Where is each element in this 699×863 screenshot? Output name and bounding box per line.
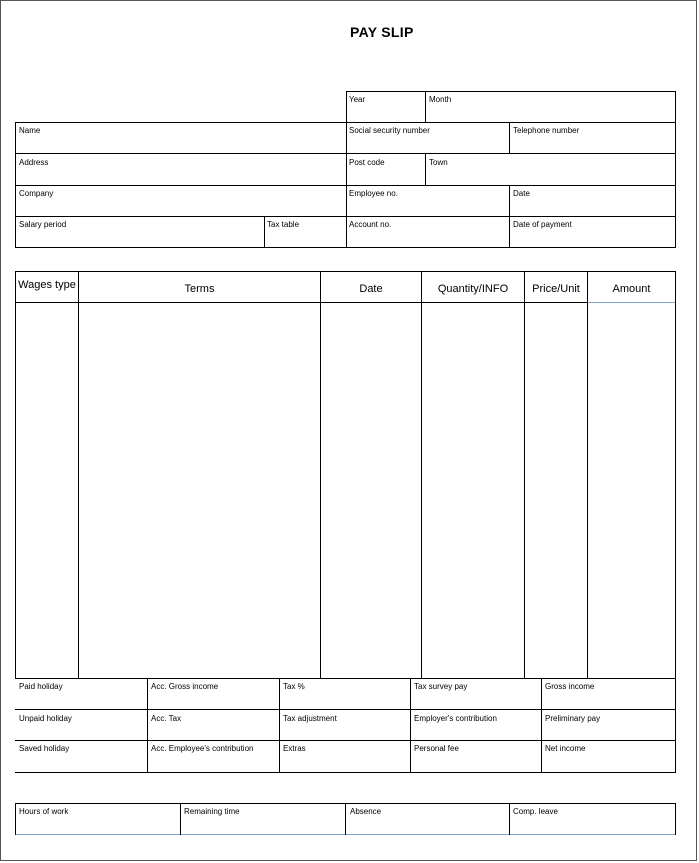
gross-income-label: Gross income — [545, 682, 595, 691]
salary-period-label: Salary period — [19, 220, 67, 229]
page-title: PAY SLIP — [350, 24, 414, 40]
date-label: Date — [513, 189, 530, 198]
name-label: Name — [19, 126, 41, 135]
social-security-number-label: Social security number — [349, 126, 430, 135]
employee-no-label: Employee no. — [349, 189, 398, 198]
col-header-quantity-info: Quantity/INFO — [437, 283, 509, 295]
unpaid-holiday-label: Unpaid holiday — [19, 714, 72, 723]
address-label: Address — [19, 158, 49, 167]
remaining-time-label: Remaining time — [184, 807, 240, 816]
comp-leave-label: Comp. leave — [513, 807, 558, 816]
post-code-label: Post code — [349, 158, 385, 167]
town-label: Town — [429, 158, 448, 167]
tax-percent-label: Tax % — [283, 682, 305, 691]
company-label: Company — [19, 189, 54, 198]
saved-holiday-label: Saved holiday — [19, 744, 70, 753]
hours-of-work-label: Hours of work — [19, 807, 69, 816]
tax-adjustment-label: Tax adjustment — [283, 714, 337, 723]
telephone-number-label: Telephone number — [513, 126, 580, 135]
tax-survey-pay-label: Tax survey pay — [414, 682, 468, 691]
col-header-wages-type: Wages type — [18, 279, 76, 291]
paid-holiday-label: Paid holiday — [19, 682, 63, 691]
year-label: Year — [349, 95, 366, 104]
net-income-label: Net income — [545, 744, 586, 753]
col-header-date: Date — [359, 283, 383, 295]
col-header-terms: Terms — [184, 283, 215, 295]
acc-gross-income-label: Acc. Gross income — [151, 682, 219, 691]
col-header-amount: Amount — [612, 283, 651, 295]
acc-tax-label: Acc. Tax — [151, 714, 182, 723]
personal-fee-label: Personal fee — [414, 744, 459, 753]
col-header-price-unit: Price/Unit — [532, 283, 580, 295]
absence-label: Absence — [350, 807, 382, 816]
preliminary-pay-label: Preliminary pay — [545, 714, 601, 723]
extras-label: Extras — [283, 744, 306, 753]
account-no-label: Account no. — [349, 220, 392, 229]
employers-contribution-label: Employer's contribution — [414, 714, 497, 723]
tax-table-label: Tax table — [267, 220, 300, 229]
acc-employees-contribution-label: Acc. Employee's contribution — [151, 744, 254, 753]
date-of-payment-label: Date of payment — [513, 220, 572, 229]
month-label: Month — [429, 95, 452, 104]
